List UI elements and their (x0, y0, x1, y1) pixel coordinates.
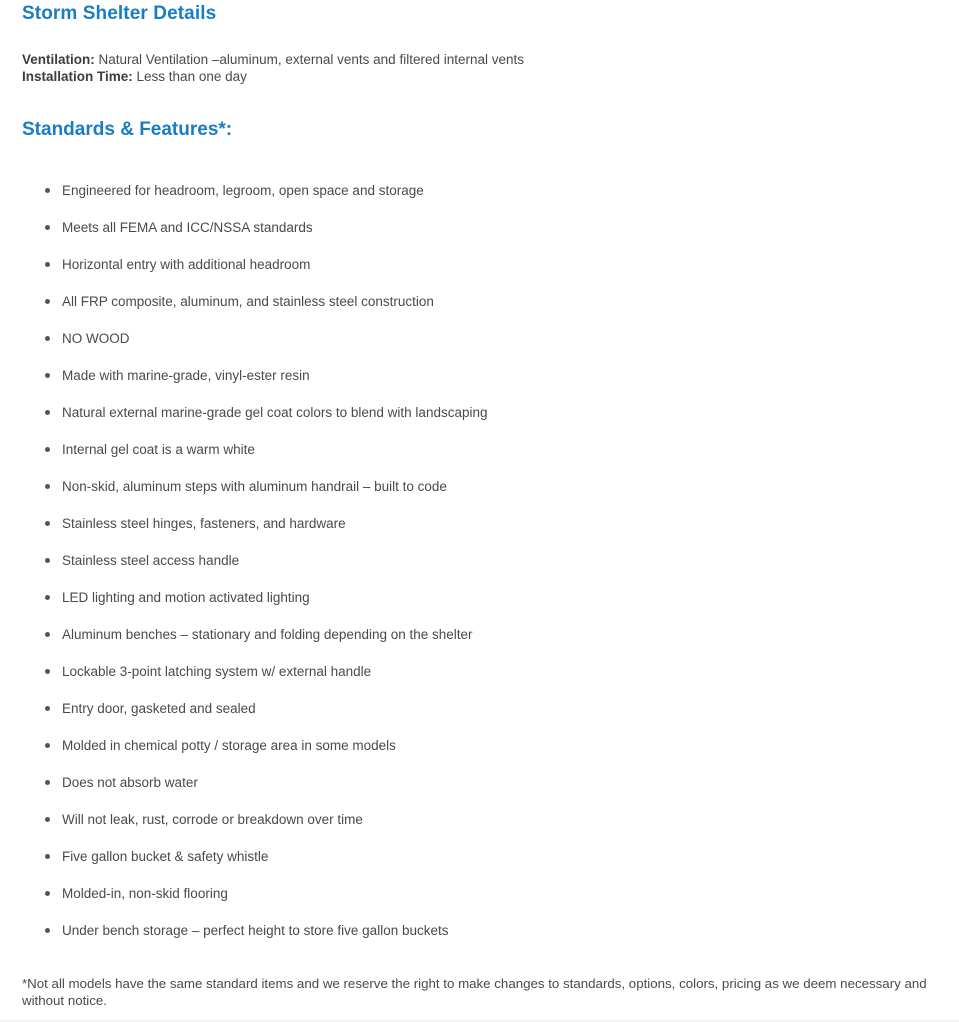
bullet-icon (45, 336, 50, 341)
ventilation-row (22, 51, 524, 68)
list-item (0, 283, 900, 320)
list-item-text: Non-skid, aluminum steps with aluminum handrail – built to code (62, 479, 447, 494)
bullet-icon (45, 521, 50, 526)
list-item (0, 209, 900, 246)
list-item-text: Lockable 3-point latching system w/ external handle (62, 664, 372, 679)
bullet-icon (45, 817, 50, 822)
list-item (0, 394, 900, 431)
list-item-text: Under bench storage – perfect height to store five gallon buckets (62, 923, 449, 938)
footnote: *Not all models have the same standard items and we reserve the right to make changes to standards, options, colors, pricing as we deem necessary and without notice. (22, 976, 927, 1008)
list-item-text: Engineered for headroom, legroom, open space and storage (62, 183, 424, 198)
list-item (0, 653, 900, 690)
list-item (0, 505, 900, 542)
bullet-icon (45, 891, 50, 896)
ventilation-value: Natural Ventilation –aluminum, external vents and filtered internal vents (94, 52, 525, 67)
list-item-text: Aluminum benches – stationary and folding depending on the shelter (62, 627, 473, 642)
storm-shelter-details-heading: Storm Shelter Details (22, 3, 217, 24)
list-item-text: Meets all FEMA and ICC/NSSA standards (62, 220, 313, 235)
bullet-icon (45, 410, 50, 415)
list-item (0, 690, 900, 727)
bullet-icon (45, 706, 50, 711)
bullet-icon (45, 225, 50, 230)
list-item (0, 912, 900, 949)
list-item-text: Will not leak, rust, corrode or breakdown over time (62, 812, 363, 827)
list-item (0, 246, 900, 283)
list-item (0, 801, 900, 838)
list-item-text: Stainless steel hinges, fasteners, and hardware (62, 516, 346, 531)
specs-block (22, 51, 524, 85)
features-list (0, 172, 900, 949)
list-item-text: All FRP composite, aluminum, and stainless steel construction (62, 294, 434, 309)
list-item (0, 875, 900, 912)
list-item-text: Stainless steel access handle (62, 553, 240, 568)
list-item-text: Does not absorb water (62, 775, 198, 790)
list-item (0, 616, 900, 653)
bullet-icon (45, 780, 50, 785)
bullet-icon (45, 299, 50, 304)
list-item (0, 431, 900, 468)
list-item-text: Horizontal entry with additional headroom (62, 257, 311, 272)
list-item (0, 357, 900, 394)
bullet-icon (45, 928, 50, 933)
list-item-text: Made with marine-grade, vinyl-ester resin (62, 368, 310, 383)
list-item (0, 172, 900, 209)
ventilation-label: Ventilation: (22, 52, 95, 67)
list-item (0, 320, 900, 357)
bullet-icon (45, 188, 50, 193)
bullet-icon (45, 595, 50, 600)
list-item (0, 542, 900, 579)
list-item-text: NO WOOD (62, 331, 130, 346)
list-item (0, 727, 900, 764)
list-item-text: LED lighting and motion activated lighting (62, 590, 310, 605)
list-item-text: Molded-in, non-skid flooring (62, 886, 228, 901)
bullet-icon (45, 484, 50, 489)
bullet-icon (45, 373, 50, 378)
bullet-icon (45, 743, 50, 748)
standards-features-heading: Standards & Features*: (22, 119, 233, 140)
bullet-icon (45, 447, 50, 452)
list-item (0, 468, 900, 505)
installation-time-row (22, 68, 524, 85)
bullet-icon (45, 262, 50, 267)
installation-time-label: Installation Time: (22, 69, 133, 84)
bullet-icon (45, 854, 50, 859)
list-item (0, 579, 900, 616)
bullet-icon (45, 669, 50, 674)
bullet-icon (45, 558, 50, 563)
list-item-text: Molded in chemical potty / storage area in some models (62, 738, 396, 753)
list-item (0, 764, 900, 801)
bottom-divider (0, 1018, 959, 1022)
installation-time-value: Less than one day (132, 69, 247, 84)
list-item-text: Natural external marine-grade gel coat colors to blend with landscaping (62, 405, 488, 420)
bullet-icon (45, 632, 50, 637)
list-item-text: Five gallon bucket & safety whistle (62, 849, 269, 864)
list-item-text: Internal gel coat is a warm white (62, 442, 255, 457)
list-item (0, 838, 900, 875)
list-item-text: Entry door, gasketed and sealed (62, 701, 256, 716)
